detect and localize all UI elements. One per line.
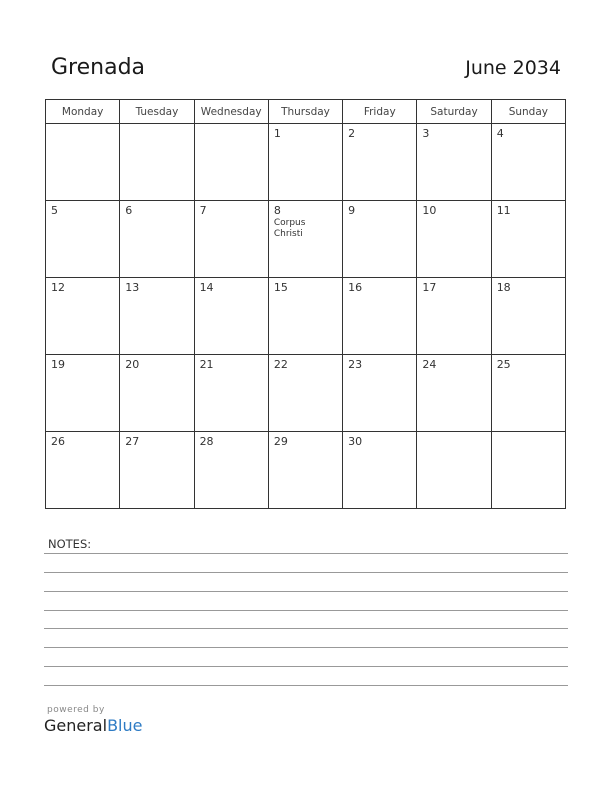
day-number: 8	[273, 204, 281, 217]
day-cell	[417, 355, 491, 432]
day-cell	[46, 278, 120, 355]
notes-line	[44, 572, 568, 573]
day-number: 1	[273, 127, 281, 140]
weekday-friday: Friday	[343, 100, 417, 124]
day-number: 15	[273, 281, 288, 294]
day-number: 5	[51, 204, 58, 217]
day-cell	[46, 355, 120, 432]
day-cell	[343, 355, 417, 432]
day-cell	[194, 278, 268, 355]
notes-line	[44, 647, 568, 648]
day-number: 27	[125, 435, 140, 448]
weekday-tuesday: Tuesday	[120, 100, 194, 124]
day-number: 19	[51, 358, 65, 371]
day-cell	[46, 124, 120, 201]
day-cell	[491, 201, 565, 278]
day-cell	[343, 201, 417, 278]
notes-line	[44, 685, 568, 686]
holiday-label: Corpus Christi	[273, 218, 306, 239]
weekday-wednesday: Wednesday	[194, 100, 268, 124]
day-number: 23	[348, 358, 363, 371]
week-row	[46, 201, 566, 278]
notes-line	[44, 610, 568, 611]
day-number: 14	[199, 281, 214, 294]
day-number: 6	[125, 204, 133, 217]
day-number: 21	[199, 358, 214, 371]
week-row	[46, 278, 566, 355]
day-number: 9	[348, 204, 356, 217]
notes-line	[44, 591, 568, 592]
day-number: 28	[199, 435, 214, 448]
day-number: 10	[422, 204, 437, 217]
day-cell	[268, 278, 342, 355]
day-number: 22	[273, 358, 288, 371]
day-cell	[194, 432, 268, 509]
notes-line	[44, 628, 568, 629]
day-number: 29	[273, 435, 288, 448]
day-number: 24	[422, 358, 437, 371]
day-cell	[491, 124, 565, 201]
country-title: Grenada	[51, 55, 146, 80]
week-row	[46, 432, 566, 509]
day-cell	[491, 278, 565, 355]
brand-blue: Blue	[107, 716, 143, 735]
day-cell	[194, 124, 268, 201]
day-cell	[268, 124, 342, 201]
weekday-saturday: Saturday	[417, 100, 491, 124]
notes-line	[44, 553, 568, 554]
weekday-sunday: Sunday	[491, 100, 565, 124]
weekday-monday: Monday	[46, 100, 120, 124]
day-cell	[120, 124, 194, 201]
day-cell	[268, 201, 342, 278]
brand-general: General	[44, 716, 108, 735]
brand-logo[interactable]	[44, 716, 142, 735]
day-cell	[194, 201, 268, 278]
day-number: 25	[496, 358, 511, 371]
day-cell	[491, 355, 565, 432]
day-number: 2	[348, 127, 356, 140]
day-number: 12	[51, 281, 65, 294]
day-cell	[120, 278, 194, 355]
weekday-thursday: Thursday	[268, 100, 342, 124]
day-number: 16	[348, 281, 363, 294]
day-number: 3	[422, 127, 430, 140]
day-number: 17	[422, 281, 437, 294]
day-cell	[343, 278, 417, 355]
day-number: 13	[125, 281, 140, 294]
day-cell	[120, 432, 194, 509]
day-number: 20	[125, 358, 140, 371]
day-cell	[268, 432, 342, 509]
day-number: 4	[496, 127, 504, 140]
day-number: 18	[496, 281, 511, 294]
day-cell	[120, 355, 194, 432]
month-year-title: June 2034	[465, 57, 561, 79]
notes-label: NOTES:	[48, 537, 92, 551]
weekday-header-row	[46, 100, 566, 124]
day-cell	[46, 201, 120, 278]
day-cell	[417, 201, 491, 278]
day-cell	[194, 355, 268, 432]
day-number: 26	[51, 435, 65, 448]
week-row	[46, 124, 566, 201]
day-cell	[417, 124, 491, 201]
day-number: 30	[348, 435, 363, 448]
notes-line	[44, 666, 568, 667]
day-cell	[491, 432, 565, 509]
day-cell	[417, 432, 491, 509]
week-row	[46, 355, 566, 432]
day-cell	[343, 432, 417, 509]
day-cell	[343, 124, 417, 201]
day-cell	[417, 278, 491, 355]
calendar-grid	[45, 99, 566, 509]
day-cell	[120, 201, 194, 278]
day-cell	[268, 355, 342, 432]
powered-by-text: powered by	[47, 705, 105, 715]
day-cell	[46, 432, 120, 509]
day-number: 7	[199, 204, 207, 217]
day-number: 11	[496, 204, 511, 217]
